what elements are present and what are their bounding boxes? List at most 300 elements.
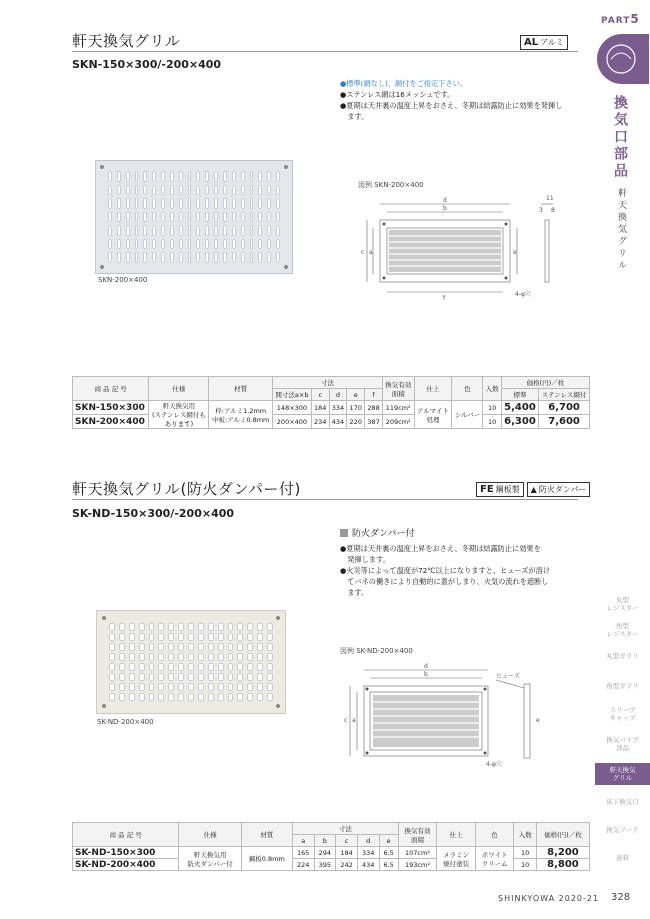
header-finish: 仕上	[414, 377, 452, 401]
grille-slot	[205, 185, 209, 196]
grille-slot	[232, 171, 236, 182]
price-cell: 5,400	[501, 401, 538, 415]
grille-slot	[117, 171, 121, 182]
vent-cap-icon	[597, 34, 649, 84]
fire-damper-badge	[527, 482, 591, 497]
grille-slot	[161, 225, 165, 236]
sidebar-item-soffit-grille[interactable]: 軒天換気 グリル	[595, 763, 650, 785]
cell: 387	[365, 415, 383, 429]
grille-slot	[149, 663, 155, 671]
grille-slot	[218, 683, 224, 691]
grille-slot	[161, 185, 165, 196]
grille-slot	[267, 663, 273, 671]
grille-slot	[109, 643, 115, 651]
header-spec: 仕様	[149, 377, 209, 401]
badge-text: 鋼板製	[495, 485, 520, 494]
grille-slot	[161, 198, 165, 209]
grille-slot	[119, 623, 125, 631]
badge-text: 防火ダンパー	[538, 485, 587, 494]
grille-slot	[188, 225, 192, 236]
grille-slot	[126, 185, 130, 196]
grille-slot	[149, 693, 155, 701]
cell: 288	[365, 401, 383, 415]
grille-slot	[152, 185, 156, 196]
grille-slot	[170, 252, 174, 263]
grille-slot	[228, 633, 234, 641]
grille-slot	[135, 252, 139, 263]
sidebar-item-underfloor-vent[interactable]: 床下換気口	[606, 798, 639, 806]
grille-slot	[170, 198, 174, 209]
grille-slot	[158, 673, 164, 681]
grille-slot	[228, 683, 234, 691]
badge-text: アルミ	[540, 38, 564, 47]
grille-slot	[170, 212, 174, 223]
grille-slot	[158, 623, 164, 631]
grille-slot	[129, 693, 135, 701]
header-qty: 入数	[514, 823, 536, 847]
grille-slot	[241, 185, 245, 196]
grille-slot	[126, 171, 130, 182]
technical-drawing-sknd	[336, 660, 566, 770]
grille-slot	[188, 653, 194, 661]
screw-icon	[284, 265, 288, 269]
grille-slot	[228, 663, 234, 671]
section1-model: SKN-150×300/-200×400	[72, 58, 222, 71]
dim-label: 3	[539, 207, 543, 214]
sidebar-item-vent-pipe[interactable]: 換気パイプ 部品	[606, 736, 639, 752]
table-row	[73, 401, 590, 415]
grille-slot	[179, 212, 183, 223]
dim-label: 8	[551, 207, 555, 214]
cell: 10	[483, 415, 501, 429]
grille-slot	[258, 198, 262, 209]
grille-slot	[267, 185, 271, 196]
fire-damper-icon: ▲	[530, 485, 537, 494]
grille-slot	[178, 653, 184, 661]
grille-slot	[214, 212, 218, 223]
grille-slot	[178, 693, 184, 701]
grille-slot	[158, 643, 164, 651]
grille-slot	[135, 171, 139, 182]
grille-slot	[247, 683, 253, 691]
cell: 209cm²	[382, 415, 414, 429]
grille-slot	[257, 663, 263, 671]
cell: 10	[514, 859, 536, 871]
grille-slot	[267, 212, 271, 223]
grille-slot	[188, 663, 194, 671]
grille-slot	[267, 239, 271, 250]
grille-slot	[152, 252, 156, 263]
sidebar-item-round-louver[interactable]: 丸型ガラリ	[606, 652, 639, 660]
grille-slot	[161, 212, 165, 223]
header-material: 材質	[209, 377, 273, 401]
table-row	[73, 847, 590, 859]
grille-slot	[152, 198, 156, 209]
grille-slot	[168, 673, 174, 681]
grille-slot	[276, 198, 280, 209]
grille-slot	[205, 225, 209, 236]
grille-slot	[218, 633, 224, 641]
hole-label: 4-φ穴	[486, 761, 502, 768]
grille-slot	[109, 663, 115, 671]
sidebar-item-reference[interactable]: 資料	[616, 854, 629, 862]
grille-slot	[179, 239, 183, 250]
square-bullet-icon	[340, 529, 348, 537]
cell: 193cm²	[398, 859, 437, 871]
grille-slot	[205, 239, 209, 250]
note-line: 発揮します。	[340, 555, 390, 564]
grille-slot	[198, 683, 204, 691]
grille-slot	[196, 239, 200, 250]
grille-slot	[196, 252, 200, 263]
grille-slot	[257, 623, 263, 631]
category-title: 換気口部品	[612, 95, 628, 180]
grille-slot	[119, 653, 125, 661]
grille-slot	[267, 171, 271, 182]
grille-slot	[198, 673, 204, 681]
grille-slot	[208, 633, 214, 641]
grille-slot	[196, 171, 200, 182]
cell: 242	[336, 859, 358, 871]
grille-slot	[250, 185, 254, 196]
section1-title: 軒天換気グリル	[72, 32, 181, 50]
grille-slot	[143, 252, 147, 263]
sidebar-item-square-louver[interactable]: 角型ガラリ	[606, 682, 639, 690]
dim-label: f	[443, 295, 446, 302]
dim-label: c	[361, 249, 365, 256]
grille-slot	[223, 198, 227, 209]
grille-slot	[188, 643, 194, 651]
grille-slot	[179, 225, 183, 236]
row-color: シルバー	[452, 401, 483, 429]
grille-slots	[108, 171, 280, 263]
grille-slot	[196, 225, 200, 236]
cell: 434	[329, 415, 347, 429]
header-dims: 寸法	[292, 823, 398, 835]
cell: 184	[336, 847, 358, 859]
grille-slot	[117, 198, 121, 209]
header-code: 商 品 記 号	[73, 823, 179, 847]
cell: 10	[483, 401, 501, 415]
grille-slot	[158, 693, 164, 701]
grille-slot	[241, 239, 245, 250]
grille-slot	[161, 239, 165, 250]
grille-slot	[117, 239, 121, 250]
grille-slot	[170, 185, 174, 196]
grille-slot	[152, 171, 156, 182]
dim-label: e	[513, 249, 517, 256]
price-cell: 6,300	[501, 415, 538, 429]
grille-slot	[232, 212, 236, 223]
grille-slot	[168, 683, 174, 691]
grille-slot	[178, 683, 184, 691]
header-spec: 仕様	[179, 823, 241, 847]
grille-slot	[188, 683, 194, 691]
grille-slot	[168, 633, 174, 641]
grille-slot	[108, 225, 112, 236]
grille-slot	[129, 633, 135, 641]
grille-slot	[276, 212, 280, 223]
header-price: 価格(円)／枚	[536, 823, 589, 847]
material-badge-al	[520, 35, 568, 50]
note-line: ます。	[340, 588, 369, 597]
grille-slot	[108, 185, 112, 196]
grille-slot	[237, 633, 243, 641]
grille-slot	[139, 673, 145, 681]
header-vent: 換気有効 面積	[398, 823, 437, 847]
dim-label: b	[424, 671, 428, 678]
grille-slot	[247, 673, 253, 681]
cell: 6.5	[379, 859, 398, 871]
grille-slot	[250, 198, 254, 209]
sidebar-item-square-register[interactable]: 角型 レジスター	[606, 622, 639, 638]
cell: 294	[314, 847, 336, 859]
feature-title: 防火ダンパー付	[352, 529, 415, 539]
grille-slot	[143, 171, 147, 182]
grille-slot	[178, 673, 184, 681]
cell: 10	[514, 847, 536, 859]
dim-label: a	[369, 249, 373, 256]
grille-slot	[223, 239, 227, 250]
grille-slot	[179, 171, 183, 182]
grille-slot	[149, 673, 155, 681]
header-qty: 入数	[483, 377, 501, 401]
material-badges	[476, 482, 590, 497]
grille-slot	[218, 653, 224, 661]
sub-b: b	[314, 835, 336, 847]
grille-slot	[232, 252, 236, 263]
grille-slot	[126, 198, 130, 209]
grille-slot	[250, 239, 254, 250]
grille-slot	[149, 633, 155, 641]
product-photo-skn	[95, 160, 293, 274]
grille-slot	[214, 171, 218, 182]
screw-icon	[100, 165, 104, 169]
grille-slot	[129, 673, 135, 681]
grille-slot	[129, 623, 135, 631]
grille-slot	[168, 623, 174, 631]
sidebar-item-sleeve-cap[interactable]: スリーブ キャップ	[609, 706, 636, 722]
note-line: ます。	[340, 112, 369, 121]
grille-slot	[135, 225, 139, 236]
grille-slot	[218, 643, 224, 651]
grille-slot	[129, 683, 135, 691]
grille-slot	[232, 225, 236, 236]
cell: 184	[311, 401, 329, 415]
note-line: ●夏期は天井裏の温度上昇をおさえ、冬期は結露防止に効果を発揮し	[340, 101, 563, 110]
grille-slot	[117, 252, 121, 263]
grille-slot	[126, 252, 130, 263]
grille-slot	[208, 653, 214, 661]
grille-slot	[196, 212, 200, 223]
grille-slot	[161, 171, 165, 182]
grille-slot	[276, 225, 280, 236]
grille-slot	[149, 643, 155, 651]
price-cell: 8,200	[536, 847, 589, 859]
grille-slot	[218, 663, 224, 671]
grille-slot	[108, 171, 112, 182]
grille-slot	[178, 643, 184, 651]
grille-slot	[139, 643, 145, 651]
grille-slot	[208, 683, 214, 691]
grille-slots	[109, 623, 273, 701]
cell: 234	[311, 415, 329, 429]
grille-slot	[237, 643, 243, 651]
cell: 107cm²	[398, 847, 437, 859]
grille-slot	[198, 633, 204, 641]
cell: 119cm²	[382, 401, 414, 415]
price-cell: 7,600	[539, 415, 590, 429]
row-finish: メラミン 焼付塗装	[437, 847, 476, 871]
section2-model: SK-ND-150×300/-200×400	[72, 507, 235, 520]
grille-slot	[247, 693, 253, 701]
screw-icon	[276, 616, 280, 620]
grille-slot	[139, 693, 145, 701]
header-price: 価格(円)／枚	[501, 377, 589, 389]
grille-slot	[258, 239, 262, 250]
price-cell: 8,800	[536, 859, 589, 871]
grille-slot	[139, 663, 145, 671]
sub-d: d	[329, 389, 347, 401]
sub-c: c	[336, 835, 358, 847]
grille-slot	[232, 239, 236, 250]
grille-slot	[241, 212, 245, 223]
material-badge-fe	[476, 482, 524, 497]
category-tab[interactable]	[597, 34, 649, 84]
cell: 395	[314, 859, 336, 871]
header-finish: 仕上	[437, 823, 476, 847]
grille-slot	[232, 185, 236, 196]
grille-slot	[198, 623, 204, 631]
grille-slot	[247, 633, 253, 641]
grille-slot	[196, 185, 200, 196]
cell: 148×300	[273, 401, 312, 415]
grille-slot	[267, 673, 273, 681]
sidebar-item-vent-hood[interactable]: 換気フード	[606, 826, 639, 834]
section1-notes	[340, 78, 590, 122]
header-material: 材質	[241, 823, 292, 847]
grille-slot	[109, 673, 115, 681]
grille-slot	[117, 212, 121, 223]
dim-label: 11	[546, 195, 554, 202]
fuse-label: ヒューズ	[496, 673, 520, 680]
screw-icon	[100, 265, 104, 269]
grille-slot	[258, 225, 262, 236]
grille-slot	[119, 693, 125, 701]
grille-slot	[179, 185, 183, 196]
cell: 170	[347, 401, 365, 415]
grille-slot	[223, 212, 227, 223]
grille-slot	[218, 673, 224, 681]
header-color: 色	[452, 377, 483, 401]
dim-label: d	[424, 663, 428, 670]
grille-slot	[250, 252, 254, 263]
grille-slot	[126, 212, 130, 223]
row-code: SK-ND-150×300	[73, 847, 179, 859]
grille-slot	[237, 653, 243, 661]
grille-slot	[228, 693, 234, 701]
sidebar-item-round-register[interactable]: 丸型 レジスター	[606, 596, 639, 612]
feature-heading	[340, 526, 590, 539]
screw-icon	[276, 704, 280, 708]
grille-slot	[119, 683, 125, 691]
grille-slot	[108, 212, 112, 223]
grille-slot	[119, 633, 125, 641]
grille-slot	[188, 623, 194, 631]
grille-slot	[228, 643, 234, 651]
grille-slot	[152, 225, 156, 236]
grille-slot	[178, 623, 184, 631]
sub-f: f	[365, 389, 383, 401]
grille-slot	[223, 252, 227, 263]
grille-slot	[179, 252, 183, 263]
grille-slot	[258, 212, 262, 223]
grille-slot	[237, 663, 243, 671]
cell: 165	[292, 847, 314, 859]
grille-slot	[109, 653, 115, 661]
grille-slot	[276, 171, 280, 182]
grille-slot	[258, 185, 262, 196]
grille-slot	[170, 239, 174, 250]
grille-slot	[119, 673, 125, 681]
grille-slot	[152, 239, 156, 250]
grille-slot	[135, 198, 139, 209]
grille-slot	[267, 683, 273, 691]
grille-slot	[178, 663, 184, 671]
grille-slot	[214, 198, 218, 209]
grille-slot	[149, 653, 155, 661]
grille-slot	[237, 693, 243, 701]
grille-slot	[143, 239, 147, 250]
grille-slot	[276, 239, 280, 250]
header-vent: 換気有効 面積	[382, 377, 414, 401]
grille-slot	[257, 643, 263, 651]
grille-slot	[237, 623, 243, 631]
grille-slot	[117, 185, 121, 196]
grille-slot	[267, 623, 273, 631]
grille-slot	[228, 673, 234, 681]
grille-slot	[108, 239, 112, 250]
grille-slot	[149, 623, 155, 631]
sub-e: e	[347, 389, 365, 401]
price-cell: 6,700	[539, 401, 590, 415]
grille-slot	[247, 623, 253, 631]
grille-slot	[247, 663, 253, 671]
screw-icon	[102, 616, 106, 620]
grille-slot	[158, 633, 164, 641]
technical-drawing-skn	[355, 192, 575, 312]
grille-slot	[267, 252, 271, 263]
grille-slot	[241, 171, 245, 182]
grille-slot	[214, 252, 218, 263]
hole-label: 4-φ穴	[515, 291, 531, 298]
note-line: ●ステンレス網は16メッシュです。	[340, 90, 455, 99]
grille-slot	[205, 212, 209, 223]
grille-slot	[108, 252, 112, 263]
sub-axb: 開寸法a×b	[273, 389, 312, 401]
grille-slot	[205, 252, 209, 263]
category-subtitle: 軒天換気グリル	[616, 188, 626, 272]
grille-slot	[241, 252, 245, 263]
dim-label: a	[352, 717, 356, 724]
badge-code: AL	[524, 37, 539, 48]
grille-slot	[188, 185, 192, 196]
grille-slot	[258, 252, 262, 263]
grille-slot	[168, 693, 174, 701]
grille-slot	[208, 663, 214, 671]
part-text: PART	[601, 16, 631, 26]
note-line: てバネの働きにより自動的に蓋がしまり、火気の流れを遮断し	[340, 577, 549, 586]
